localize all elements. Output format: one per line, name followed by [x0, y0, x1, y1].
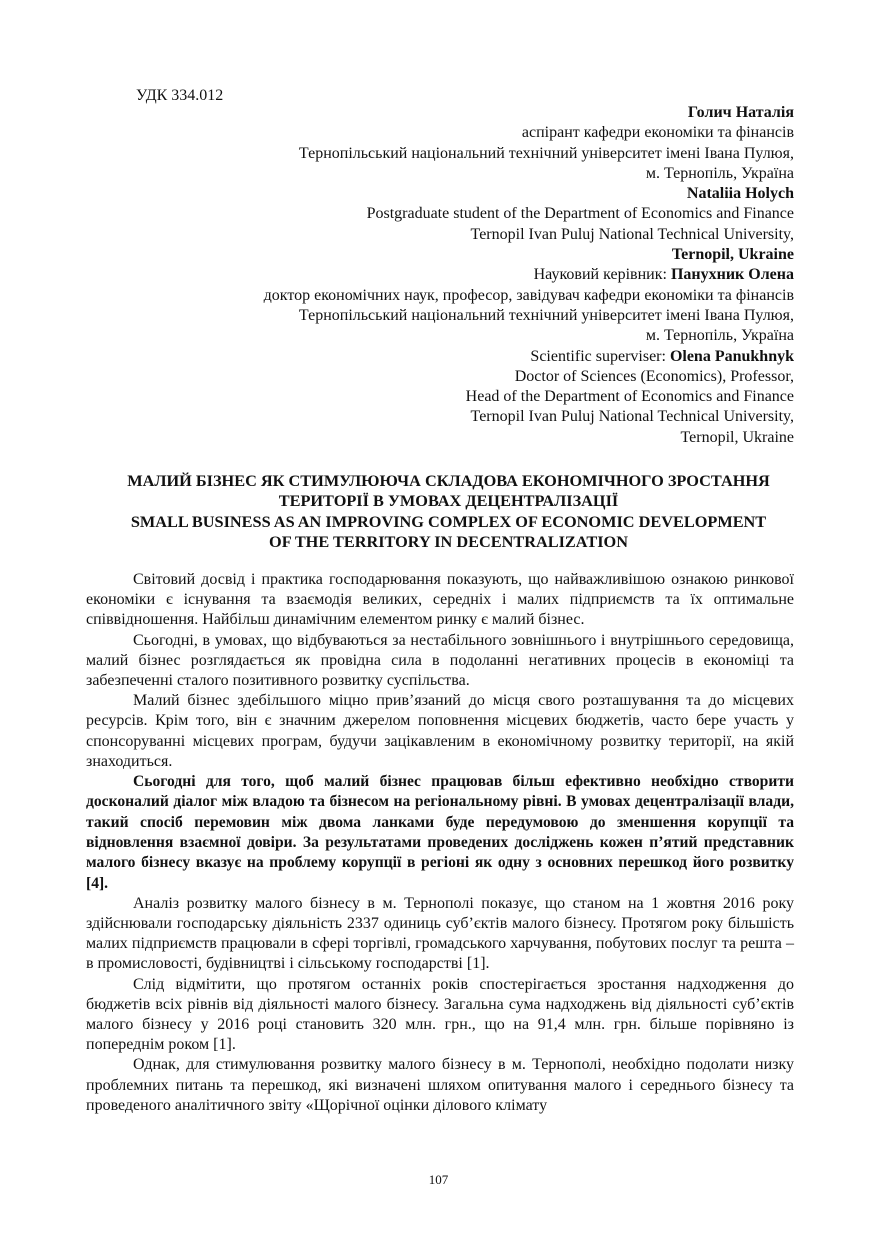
- supervisor-ua-city: м. Тернопіль, Україна: [645, 327, 794, 345]
- title-en-line-2: OF THE TERRITORY IN DECENTRALIZATION: [269, 531, 628, 551]
- supervisor-en-line: [136, 347, 794, 367]
- author-en-position: Postgraduate student of the Department of Economics and Finance: [366, 205, 794, 223]
- title-ua-line-2: ТЕРИТОРІЇ В УМОВАХ ДЕЦЕНТРАЛІЗАЦІЇ: [278, 491, 619, 511]
- paper-title: [60, 471, 837, 552]
- author-en-city: Ternopil, Ukraine: [671, 246, 794, 264]
- supervisor-en-name: Olena Panukhnyk: [669, 347, 794, 365]
- author-ua-position: аспірант кафедри економіки та фінансів: [521, 124, 794, 142]
- paragraph-1: Світовий досвід і практика господарювання показують, що найважливішою ознакою ринкової економіки є існування та взаємодія великих, середніх і малих підприємств та їх оптимальне співвідношення. Найбільш динамічним елементом ринку є малий бізнес.: [86, 571, 794, 629]
- supervisor-en-city: Ternopil, Ukraine: [680, 428, 794, 446]
- author-ua-city: м. Тернопіль, Україна: [645, 164, 794, 182]
- supervisor-en-university: Ternopil Ivan Puluj National Technical University,: [470, 408, 794, 426]
- author-en-name: Nataliia Holych: [686, 185, 794, 203]
- title-en-line-1: SMALL BUSINESS AS AN IMPROVING COMPLEX OF ECONOMIC DEVELOPMENT: [130, 511, 767, 531]
- supervisor-en-position: Head of the Department of Economics and Finance: [465, 388, 794, 406]
- article-body: [86, 570, 794, 1116]
- author-block: [136, 103, 794, 448]
- paragraph-6: Слід відмітити, що протягом останніх років спостерігається зростання надходження до бюджетів всіх рівнів від діяльності малого бізнесу. Загальна сума надходжень від діяльності суб’єктів малого бізнесу у 2016 році становить 320 млн. грн., що на 91,4 млн. грн. більше порівняно із попереднім роком [1].: [86, 975, 794, 1054]
- supervisor-ua-university: Тернопільський національний технічний університет імені Івана Пулюя,: [298, 306, 794, 324]
- supervisor-ua-name: Панухник Олена: [670, 266, 794, 284]
- supervisor-ua-label: Науковий керівник:: [533, 266, 671, 284]
- supervisor-en-degree: Doctor of Sciences (Economics), Professor,: [514, 367, 794, 385]
- author-ua-name: Голич Наталія: [687, 104, 794, 121]
- title-ua-line-1: МАЛИЙ БІЗНЕС ЯК СТИМУЛЮЮЧА СКЛАДОВА ЕКОНОМІЧНОГО ЗРОСТАННЯ: [127, 471, 770, 490]
- paragraph-7: Однак, для стимулювання розвитку малого бізнесу в м. Тернополі, необхідно подолати низку проблемних питань та перешкод, які визначені шляхом опитування малого і середнього бізнесу та проведеного аналітичного звіту «Щорічної оцінки ділового клімату: [86, 1056, 794, 1114]
- page-number: 107: [428, 1172, 449, 1187]
- supervisor-ua-position: доктор економічних наук, професор, завідувач кафедри економіки та фінансів: [263, 286, 794, 304]
- supervisor-ua-line: [136, 265, 794, 285]
- author-ua-university: Тернопільський національний технічний університет імені Івана Пулюя,: [298, 144, 794, 162]
- supervisor-en-label: Scientific superviser:: [530, 347, 670, 365]
- paragraph-2: Сьогодні, в умовах, що відбуваються за нестабільного зовнішнього і внутрішнього середовища, малий бізнес розглядається як провідна сила в подоланні негативних процесів в економіці та забезпеченні сталого позитивного розвитку суспільства.: [86, 631, 794, 690]
- paragraph-4-bold: Сьогодні для того, щоб малий бізнес працював більш ефективно необхідно створити досконалий діалог між владою та бізнесом на регіональному рівні. В умовах децентралізації влади, такий спосіб перемовин між двома ланками буде передумовою до зменшення корупції та відновлення взаємної довіри. За результатами проведених досліджень кожен п’ятий представник малого бізнесу вказує на проблему корупції в регіоні як одну з основних перешкод його розвитку [4].: [86, 773, 794, 892]
- paragraph-5: Аналіз розвитку малого бізнесу в м. Тернополі показує, що станом на 1 жовтня 2016 року здійснювали господарську діяльність 2337 одиниць суб’єктів малого бізнесу. Протягом року більшість малих підприємств працювали в сфері торгівлі, громадського харчування, побутових послуг та решта – в промисловості, будівництві і сільському господарстві [1].: [86, 894, 794, 973]
- paragraph-3: Малий бізнес здебільшого міцно прив’язаний до місця свого розташування та до місцевих ресурсів. Крім того, він є значним джерелом поповнення місцевих бюджетів, часто бере участь у спонсоруванні місцевих програм, будучи зацікавленим в економічному розвитку території, на якій знаходиться.: [86, 692, 794, 770]
- author-en-university: Ternopil Ivan Puluj National Technical University,: [470, 225, 794, 243]
- udk-code: УДК 334.012: [136, 87, 224, 104]
